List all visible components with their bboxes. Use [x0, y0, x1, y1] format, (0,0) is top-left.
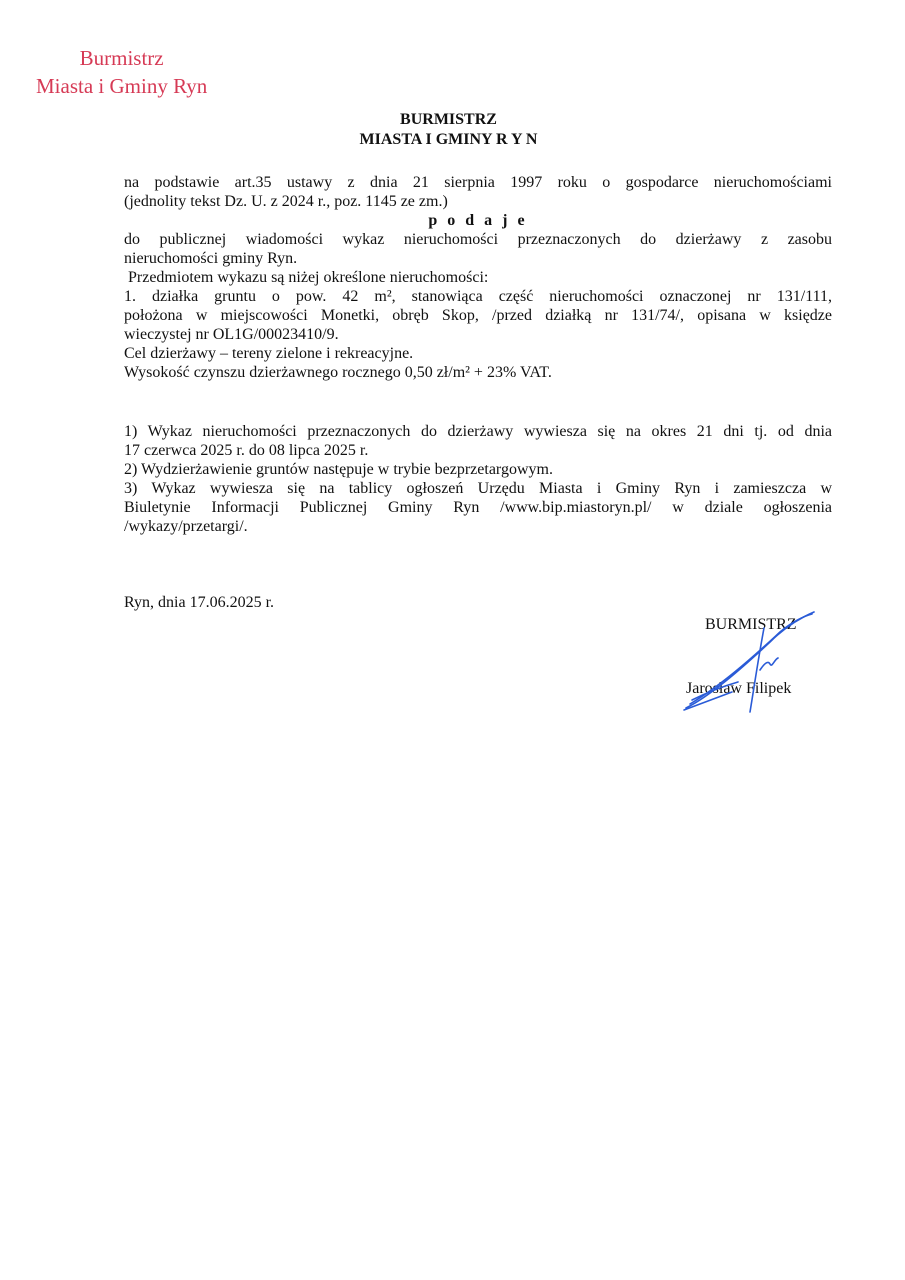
note-3-line-1: 3) Wykaz wywiesza się na tablicy ogłoszeń Urzędu Miasta i Gminy Ryn i zamieszcza w	[124, 480, 832, 497]
intro-line-2: (jednolity tekst Dz. U. z 2024 r., poz. 1145 ze zm.)	[124, 193, 448, 210]
stamp-line-2: Miasta i Gminy Ryn	[36, 74, 208, 98]
podaje-heading: p o d a j e	[428, 212, 528, 229]
intro-line-3: do publicznej wiadomości wykaz nieruchomości przeznaczonych do dzierżawy z zasobu	[124, 231, 832, 248]
title-line-2: MIASTA I GMINY R Y N	[359, 131, 538, 148]
note-1-line-2: 17 czerwca 2025 r. do 08 lipca 2025 r.	[124, 442, 369, 459]
subject-heading: Przedmiotem wykazu są niżej określone nieruchomości:	[128, 269, 489, 286]
item1-line-3: wieczystej nr OL1G/00023410/9.	[124, 326, 339, 343]
signatory-title: BURMISTRZ	[705, 616, 797, 633]
rent-line: Wysokość czynszu dzierżawnego rocznego 0,50 zł/m² + 23% VAT.	[124, 364, 552, 381]
note-2: 2) Wydzierżawienie gruntów następuje w trybie bezprzetargowym.	[124, 461, 553, 478]
intro-line-1: na podstawie art.35 ustawy z dnia 21 sierpnia 1997 roku o gospodarce nieruchomościami	[124, 174, 832, 191]
document-date: Ryn, dnia 17.06.2025 r.	[124, 594, 275, 611]
title-line-1: BURMISTRZ	[400, 111, 497, 128]
handwritten-signature	[680, 608, 820, 718]
item1-line-1: 1. działka gruntu o pow. 42 m², stanowiąca część nieruchomości oznaczonej nr 131/111,	[124, 288, 832, 305]
document-body	[124, 173, 832, 536]
document-title	[0, 110, 905, 150]
intro-line-4: nieruchomości gminy Ryn.	[124, 250, 298, 267]
purpose-line: Cel dzierżawy – tereny zielone i rekreacyjne.	[124, 345, 414, 362]
item1-line-2: położona w miejscowości Monetki, obręb Skop, /przed działką nr 131/74/, opisana w księdze	[124, 307, 832, 324]
note-3-line-3: /wykazy/przetargi/.	[124, 518, 248, 535]
note-3-line-2: Biuletynie Informacji Publicznej Gminy Ryn /www.bip.miastoryn.pl/ w dziale ogłoszenia	[124, 499, 832, 516]
stamp-line-1: Burmistrz	[79, 46, 164, 70]
office-stamp	[36, 44, 207, 100]
signatory-name: Jarosław Filipek	[686, 680, 792, 697]
note-1-line-1: 1) Wykaz nieruchomości przeznaczonych do dzierżawy wywiesza się na okres 21 dni tj. od dnia	[124, 423, 832, 440]
